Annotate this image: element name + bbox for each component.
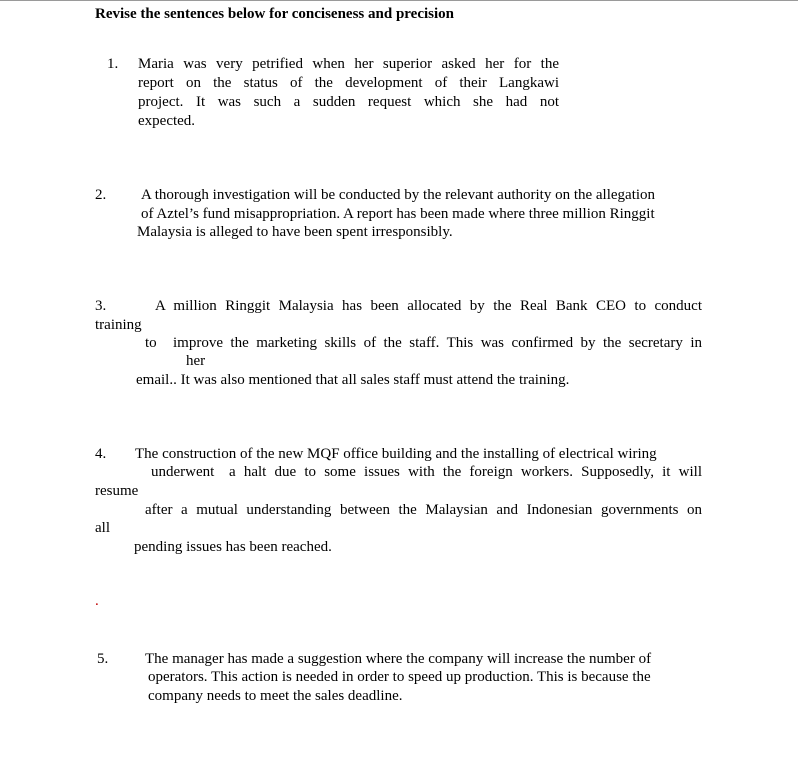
item-line: company needs to meet the sales deadline. [148, 688, 403, 704]
item-line: improve the marketing skills of the staff. This was confirmed by the secretary in [173, 335, 702, 351]
item-number: 1. [107, 56, 119, 72]
item-line: expected. [138, 113, 196, 129]
item-line: training [95, 317, 142, 333]
item-line: her [186, 353, 206, 369]
item-line: The construction of the new MQF office building and the installing of electrical wiring [135, 446, 657, 462]
item-number: 2. [95, 187, 107, 203]
item-line: project. It was such a sudden request which she had not [138, 94, 559, 110]
item-line: after a mutual understanding between the Malaysian and Indonesian governments on [145, 502, 702, 518]
item-line: to [145, 335, 157, 351]
page-heading: Revise the sentences below for conciseness and precision [95, 6, 455, 22]
item-number: 5. [97, 651, 109, 667]
item-line: email.. It was also mentioned that all sales staff must attend the training. [136, 372, 570, 388]
top-border-line [0, 0, 798, 1]
item-line: underwent [151, 464, 215, 480]
item-line: operators. This action is needed in order to speed up production. This is because the [148, 669, 651, 685]
item-line: A thorough investigation will be conducted by the relevant authority on the allegation [141, 187, 656, 203]
item-line: report on the status of the development of their Langkawi [138, 75, 559, 91]
item-line: a halt due to some issues with the foreign workers. Supposedly, it will [229, 464, 702, 480]
item-line: Malaysia is alleged to have been spent irresponsibly. [137, 224, 453, 240]
item-line: of Aztel’s fund misappropriation. A report has been made where three million Ringgit [141, 206, 655, 222]
item-line: all [95, 520, 110, 536]
item-number: 3. [95, 298, 107, 314]
item-line: Maria was very petrified when her superior asked her for the [138, 56, 559, 72]
stray-mark: . [95, 593, 99, 609]
item-line: A million Ringgit Malaysia has been allocated by the Real Bank CEO to conduct [155, 298, 702, 314]
item-line: resume [95, 483, 139, 499]
item-line: pending issues has been reached. [134, 539, 332, 555]
item-number: 4. [95, 446, 107, 462]
item-line: The manager has made a suggestion where the company will increase the number of [145, 651, 652, 667]
